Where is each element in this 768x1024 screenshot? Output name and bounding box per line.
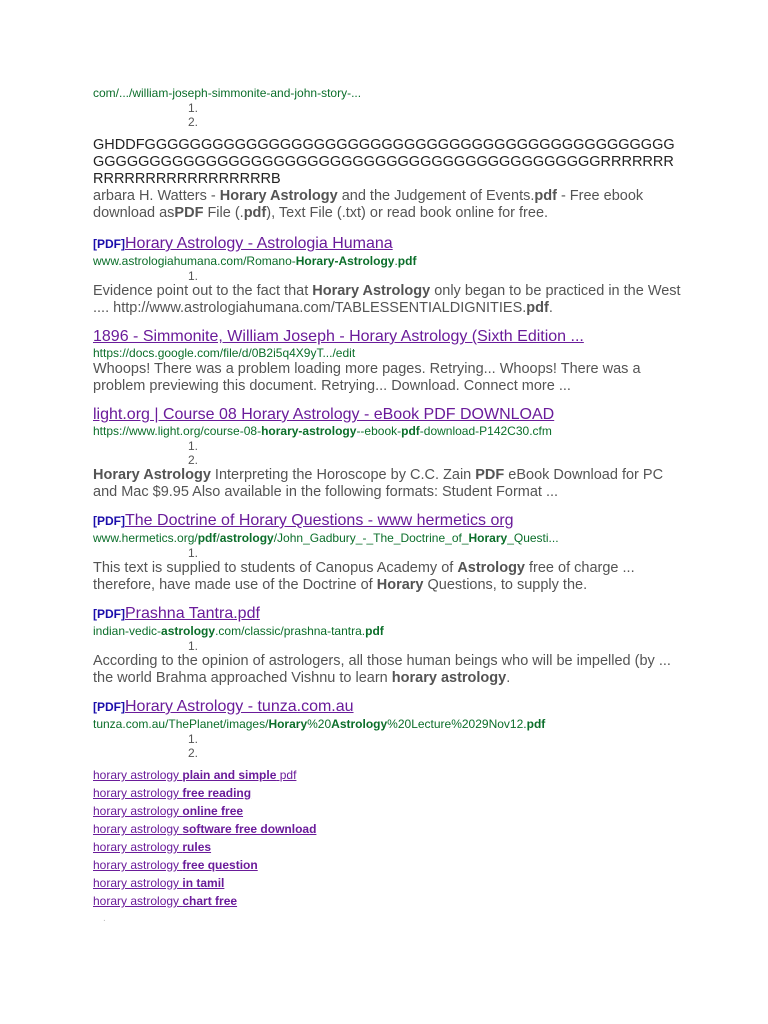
trailing-mark: . [103,913,106,924]
result-snippet: According to the opinion of astrologers, all those human beings who will be impelled (by ... the world Brahma approached Vishnu to learn horary astrology. [93,653,671,686]
related-search-link[interactable]: horary astrology plain and simple pdf [93,768,297,782]
numbered-list [93,732,683,760]
result-title-link[interactable]: Horary Astrology - Astrologia Humana [125,235,393,252]
result-url[interactable]: www.astrologiahumana.com/Romano-Horary-Astrology.pdf [93,254,417,268]
top-numbered-list [93,101,683,129]
search-result [93,604,683,687]
result-url[interactable]: tunza.com.au/ThePlanet/images/Horary%20Astrology%20Lecture%2029Nov12.pdf [93,717,546,731]
list-number: 2. [188,453,199,467]
related-search-link[interactable]: horary astrology chart free [93,894,238,908]
result-snippet: Horary Astrology Interpreting the Horoscope by C.C. Zain PDF eBook Download for PC and Mac $9.95 Also available in the following formats: Student Format ... [93,467,664,500]
search-result [93,511,683,594]
numbered-list [93,546,683,560]
result-url[interactable]: https://www.light.org/course-08-horary-astrology--ebook-pdf-download-P142C30.cfm [93,424,552,438]
result-title-link[interactable]: The Doctrine of Horary Questions - www hermetics org [125,512,514,529]
result-url[interactable]: indian-vedic-astrology.com/classic/prashna-tantra.pdf [93,624,384,638]
search-result [93,327,683,395]
list-number: 2. [188,115,199,129]
top-result-url[interactable]: com/.../william-joseph-simmonite-and-john-story-... [93,86,362,100]
result-url[interactable]: www.hermetics.org/pdf/astrology/John_Gadbury_-_The_Doctrine_of_Horary_Questi... [93,531,559,545]
related-search-link[interactable]: horary astrology rules [93,840,212,854]
search-result [93,697,683,760]
related-search-link[interactable]: horary astrology free question [93,858,258,872]
pdf-tag: [PDF] [93,237,125,251]
result-title-link[interactable]: Prashna Tantra.pdf [125,605,260,622]
related-search-link[interactable]: horary astrology free reading [93,786,252,800]
list-number: 2. [188,746,199,760]
list-number: 1. [188,101,199,115]
result-snippet: Whoops! There was a problem loading more pages. Retrying... Whoops! There was a problem previewing this document. Retrying... Download. Connect more ... [93,361,641,394]
result-title-link[interactable]: Horary Astrology - tunza.com.au [125,698,354,715]
pdf-tag: [PDF] [93,607,125,621]
list-number: 1. [188,546,199,560]
result-title-link[interactable]: light.org | Course 08 Horary Astrology - eBook PDF DOWNLOAD [93,406,555,423]
first-snippet: arbara H. Watters - Horary Astrology and the Judgement of Events.pdf - Free ebook download asPDF File (.pdf), Text File (.txt) or read book online for free. [93,188,644,221]
related-search-link[interactable]: horary astrology in tamil [93,876,225,890]
result-url[interactable]: https://docs.google.com/file/d/0B2i5q4X9yT.../edit [93,346,356,360]
list-number: 1. [188,269,199,283]
numbered-list [93,269,683,283]
result-snippet: This text is supplied to students of Canopus Academy of Astrology free of charge ... therefore, have made use of the Doctrine of Horary Questions, to supply the. [93,560,635,593]
numbered-list [93,639,683,653]
list-number: 1. [188,439,199,453]
result-snippet: Evidence point out to the fact that Horary Astrology only began to be practiced in the West .... http://www.astrologiahumana.com/TABLESSENTIALDIGNITIES.pdf. [93,283,681,316]
list-number: 1. [188,639,199,653]
result-title-link[interactable]: 1896 - Simmonite, William Joseph - Horary Astrology (Sixth Edition ... [93,328,584,345]
long-character-run: GHDDFGGGGGGGGGGGGGGGGGGGGGGGGGGGGGGGGGGGGGGGGGGGGGGGGGGGGGGGGGGGGGGGGGGGGGGGGGGGGGGGGGGGGGGGGGGGGRRRRRRRRRRRRRRRRRRRRRRRRB [93,137,675,187]
search-result [93,405,683,501]
numbered-list [93,439,683,467]
pdf-tag: [PDF] [93,514,125,528]
search-results-page [93,86,683,928]
related-search-link[interactable]: horary astrology software free download [93,822,317,836]
related-searches [93,766,683,928]
pdf-tag: [PDF] [93,700,125,714]
related-search-link[interactable]: horary astrology online free [93,804,244,818]
list-number: 1. [188,732,199,746]
search-result [93,234,683,317]
